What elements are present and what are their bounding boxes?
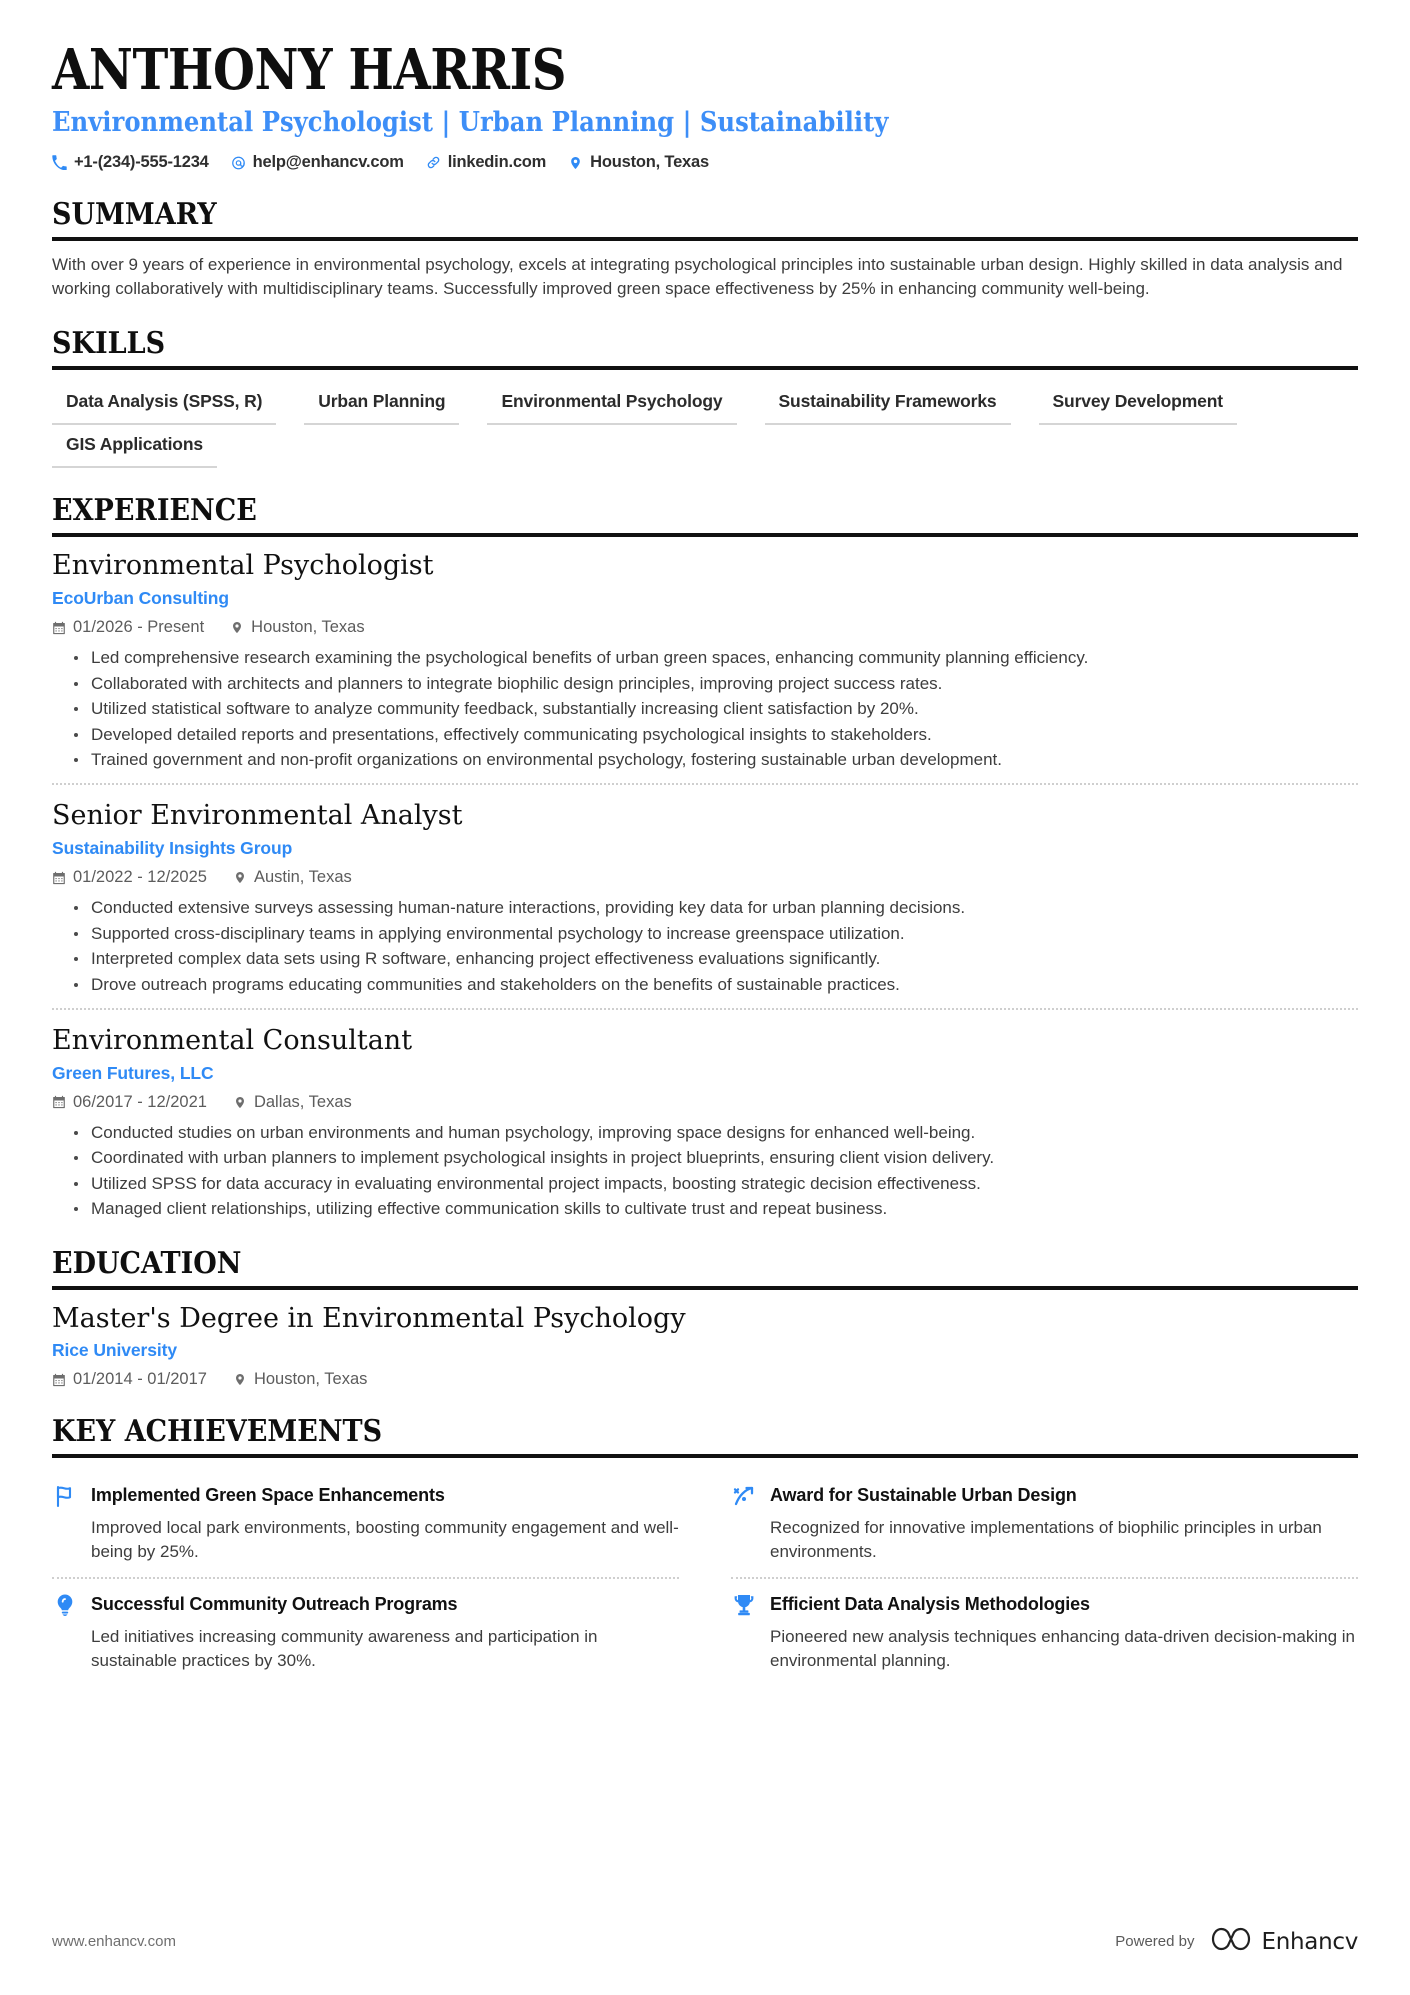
section-education [52, 1247, 1358, 1390]
contact-row [52, 153, 1358, 172]
email-icon [231, 155, 246, 171]
enhancv-logo [1210, 1926, 1358, 1957]
contact-link-text: linkedin.com [447, 153, 547, 172]
job-dates [52, 868, 207, 887]
section-experience [52, 494, 1358, 1220]
contact-location-text: Houston, Texas [590, 153, 709, 172]
job-bullet: Led comprehensive research examining the psychological benefits of urban green spaces, enhancing community planning efficiency. [74, 646, 1358, 669]
job-bullet: Utilized statistical software to analyze community feedback, substantially increasing client satisfaction by 20%. [74, 697, 1358, 720]
achievement-title: Successful Community Outreach Programs [91, 1594, 458, 1615]
contact-phone[interactable] [52, 153, 209, 172]
contact-email[interactable] [231, 153, 404, 172]
job-location [233, 868, 352, 887]
section-title-achievements: KEY ACHIEVEMENTS [52, 1414, 383, 1450]
achievement-desc: Improved local park environments, boosting community engagement and well-being by 25%. [91, 1518, 679, 1561]
contact-phone-text: +1-(234)-555-1234 [74, 153, 209, 172]
section-skills [52, 327, 1358, 468]
job-bullets [52, 896, 1358, 996]
job-meta [52, 618, 1358, 637]
job-meta [52, 1093, 1358, 1112]
job-company[interactable]: Green Futures, LLC [52, 1062, 214, 1083]
education-entry [52, 1290, 1358, 1390]
skills-list [52, 386, 1358, 468]
location-pin-icon [230, 620, 244, 635]
calendar-icon [52, 1372, 66, 1387]
job-bullet: Managed client relationships, utilizing effective communication skills to cultivate trust and repeat business. [74, 1197, 1358, 1220]
candidate-name: ANTHONY HARRIS [52, 37, 567, 103]
enhancv-wordmark: Enhancv [1261, 1928, 1358, 1955]
achievement-item [52, 1472, 679, 1577]
achievement-item [731, 1472, 1358, 1577]
job-dates-text: 01/2026 - Present [73, 618, 205, 637]
skill-tag: Sustainability Frameworks [765, 386, 1011, 425]
achievement-desc: Led initiatives increasing community awareness and participation in sustainable practices by 30%. [91, 1627, 598, 1670]
page-footer [52, 1926, 1358, 1957]
skill-tag: Survey Development [1039, 386, 1237, 425]
job-bullet: Conducted extensive surveys assessing human-nature interactions, providing key data for urban planning decisions. [74, 896, 1358, 919]
job-bullet: Interpreted complex data sets using R software, enhancing project effectiveness evaluations significantly. [74, 947, 1358, 970]
experience-entry [52, 1008, 1358, 1221]
job-bullet: Supported cross-disciplinary teams in applying environmental psychology to increase greenspace utilization. [74, 922, 1358, 945]
achievement-title: Implemented Green Space Enhancements [91, 1485, 445, 1506]
location-pin-icon [233, 1372, 247, 1387]
skill-tag: GIS Applications [52, 429, 217, 468]
achievement-item [731, 1577, 1358, 1686]
job-title: Environmental Consultant [52, 1025, 413, 1057]
achievements-grid [52, 1472, 1358, 1686]
section-summary [52, 198, 1358, 301]
trophy-icon [731, 1592, 757, 1618]
job-bullets [52, 1121, 1358, 1221]
job-bullet: Coordinated with urban planners to implement psychological insights in project blueprints, ensuring client vision delivery. [74, 1146, 1358, 1169]
job-location-text: Austin, Texas [253, 868, 352, 887]
achievement-item [52, 1577, 679, 1686]
lightbulb-icon [52, 1592, 78, 1618]
footer-url[interactable]: www.enhancv.com [52, 1933, 176, 1950]
enhancv-mark-icon [1210, 1926, 1252, 1957]
job-company[interactable]: EcoUrban Consulting [52, 588, 229, 609]
education-meta [52, 1370, 1358, 1389]
education-school[interactable]: Rice University [52, 1340, 177, 1361]
job-bullet: Utilized SPSS for data accuracy in evaluating environmental project impacts, boosting strategic decision effectiveness. [74, 1172, 1358, 1195]
contact-email-text: help@enhancv.com [252, 153, 404, 172]
job-location-text: Houston, Texas [251, 618, 365, 637]
section-title-skills: SKILLS [52, 326, 166, 362]
skill-tag: Environmental Psychology [487, 386, 736, 425]
job-company[interactable]: Sustainability Insights Group [52, 838, 293, 859]
calendar-icon [52, 620, 66, 635]
calendar-icon [52, 1095, 66, 1110]
experience-entry [52, 537, 1358, 771]
job-location-text: Dallas, Texas [253, 1092, 352, 1111]
education-dates [52, 1370, 207, 1389]
job-dates [52, 1093, 207, 1112]
contact-location [568, 153, 709, 172]
experience-entry [52, 783, 1358, 996]
job-bullet: Trained government and non-profit organizations on environmental psychology, fostering sustainable urban development. [74, 748, 1358, 771]
job-title: Senior Environmental Analyst [52, 800, 463, 832]
job-bullets [52, 646, 1358, 771]
location-pin-icon [568, 155, 583, 171]
achievement-title: Award for Sustainable Urban Design [770, 1485, 1077, 1506]
education-location-text: Houston, Texas [253, 1370, 368, 1389]
powered-by-label: Powered by [1115, 1933, 1195, 1950]
footer-brand-area [1115, 1926, 1358, 1957]
job-dates-text: 06/2017 - 12/2021 [73, 1092, 207, 1111]
achievement-desc: Pioneered new analysis techniques enhancing data-driven decision-making in environmental planning. [770, 1627, 1355, 1670]
link-icon [426, 155, 441, 171]
achievement-title: Efficient Data Analysis Methodologies [770, 1594, 1090, 1615]
phone-icon [52, 155, 67, 171]
job-location [230, 618, 364, 637]
trending-arrow-icon [731, 1483, 757, 1509]
location-pin-icon [233, 1095, 247, 1110]
job-bullet: Developed detailed reports and presentations, effectively communicating psychological insights to stakeholders. [74, 723, 1358, 746]
candidate-headline: Environmental Psychologist | Urban Planning | Sustainability [52, 107, 889, 139]
job-dates-text: 01/2022 - 12/2025 [73, 868, 207, 887]
section-title-summary: SUMMARY [52, 197, 217, 233]
section-rule [52, 237, 1358, 241]
section-rule [52, 366, 1358, 370]
section-title-experience: EXPERIENCE [52, 493, 257, 529]
job-location [233, 1093, 352, 1112]
education-degree: Master's Degree in Environmental Psychology [52, 1302, 686, 1334]
education-dates-text: 01/2014 - 01/2017 [73, 1370, 207, 1389]
flag-icon [52, 1483, 78, 1509]
job-meta [52, 868, 1358, 887]
section-achievements [52, 1415, 1358, 1686]
calendar-icon [52, 870, 66, 885]
section-rule [52, 1454, 1358, 1458]
skill-tag: Data Analysis (SPSS, R) [52, 386, 276, 425]
achievement-head [731, 1484, 1358, 1509]
summary-text: With over 9 years of experience in environmental psychology, excels at integrating psychological principles into sustainable urban design. Highly skilled in data analysis and working collaboratively with multidisciplinary teams. Successfully improved green space effectiveness by 25% in enhancing community well-being. [52, 255, 1343, 299]
location-pin-icon [233, 870, 247, 885]
section-title-education: EDUCATION [52, 1245, 242, 1281]
job-bullet: Conducted studies on urban environments and human psychology, improving space designs for enhanced well-being. [74, 1121, 1358, 1144]
achievement-head [731, 1593, 1358, 1618]
contact-link[interactable] [426, 153, 546, 172]
achievement-head [52, 1484, 679, 1509]
achievement-desc: Recognized for innovative implementations of biophilic principles in urban environments. [770, 1518, 1322, 1561]
resume-header [52, 37, 1358, 172]
job-bullet: Collaborated with architects and planners to integrate biophilic design principles, improving project success rates. [74, 672, 1358, 695]
job-bullet: Drove outreach programs educating communities and stakeholders on the benefits of sustainable practices. [74, 973, 1358, 996]
education-location [233, 1370, 367, 1389]
achievement-head [52, 1593, 679, 1618]
skill-tag: Urban Planning [304, 386, 459, 425]
job-dates [52, 618, 204, 637]
job-title: Environmental Psychologist [52, 550, 434, 582]
